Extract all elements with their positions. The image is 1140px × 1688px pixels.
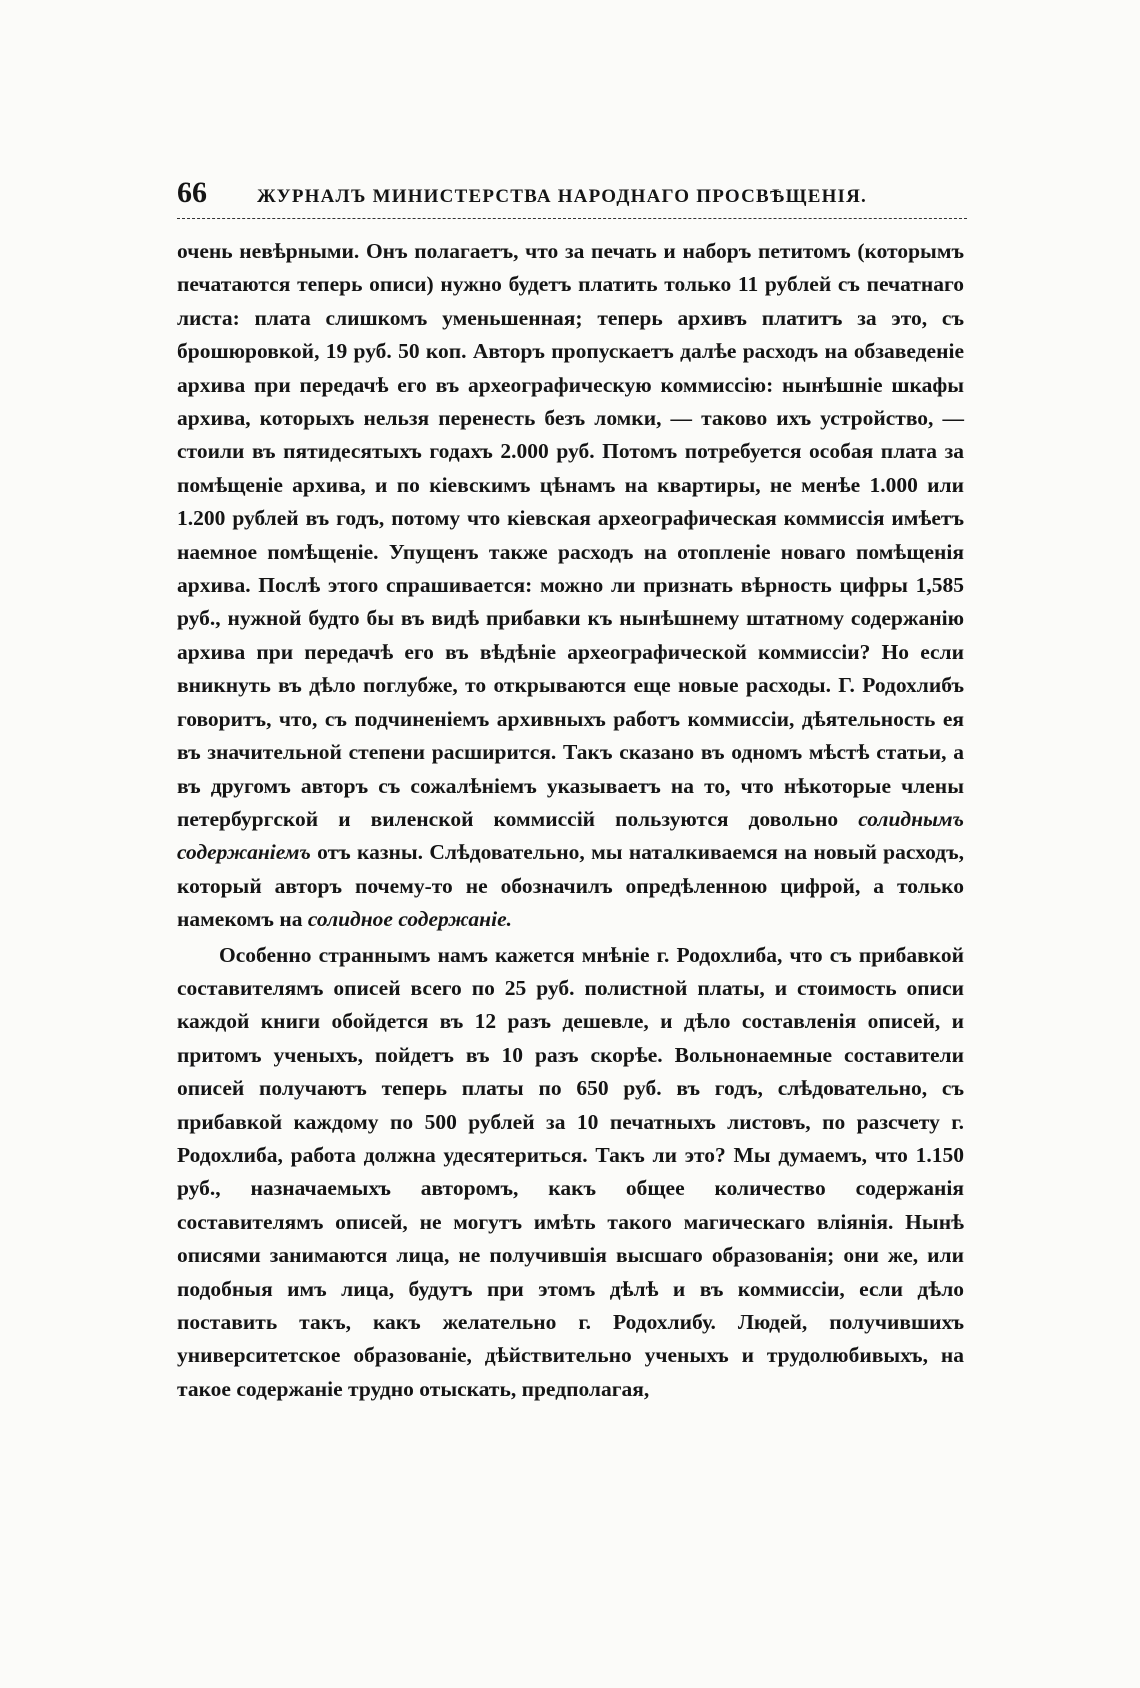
header-rule [177, 218, 967, 219]
paragraph-1-italic-phrase: солиднымъ содержаніемъ [177, 806, 964, 865]
paragraph-1 [177, 235, 964, 937]
body-text [177, 235, 964, 1406]
paragraph-2-text: Особенно страннымъ намъ кажется мнѣніе г. Родохлиба, что съ прибавкой составителямъ описей всего по 25 руб. полистной платы, и стоимость описи каждой книги обойдется въ 12 разъ дешевле, и дѣло составленія описей, и притомъ ученыхъ, пойдетъ въ 10 разъ скорѣе. Вольнонаемные составители описей получаютъ теперь платы по 650 руб. въ годъ, слѣдовательно, съ прибавкой каждому по 500 рублей за 10 печатныхъ листовъ, по разсчету г. Родохлиба, работа должна удесятериться. Такъ ли это? Мы думаемъ, что 1.150 руб., назначаемыхъ авторомъ, какъ общее количество содержанія составителямъ описей, не могутъ имѣть такого магическаго вліянія. Нынѣ описями занимаются лица, не получившія высшаго образованія; они же, или подобныя имъ лица, будутъ при этомъ дѣлѣ и въ коммиссіи, если дѣло поставить такъ, какъ желательно г. Родохлибу. Людей, получившихъ университетское образованіе, дѣйствительно ученыхъ и трудолюбивыхъ, на такое содержаніе трудно отыскать, предполагая, [177, 942, 964, 1401]
paragraph-2 [177, 939, 964, 1407]
page-header [177, 176, 962, 210]
paragraph-1-text-cont: отъ казны. Слѣдовательно, мы наталкиваемся на новый расходъ, который авторъ почему-то не обозначилъ опредѣленною цифрой, а только намекомъ на [177, 840, 964, 932]
page-number: 66 [177, 176, 207, 209]
running-title: ЖУРНАЛЪ МИНИСТЕРСТВА НАРОДНАГО ПРОСВѢЩЕНІЯ. [256, 186, 868, 207]
paragraph-1-text: очень невѣрными. Онъ полагаетъ, что за печать и наборъ петитомъ (которымъ печатаются теперь описи) нужно будетъ платить только 11 рублей съ печатнаго листа: плата слишкомъ уменьшенная; теперь архивъ платитъ за это, съ брошюровкой, 19 руб. 50 коп. Авторъ пропускаетъ далѣе расходъ на обзаведеніе архива при передачѣ его въ археографическую коммиссію: нынѣшніе шкафы архива, которыхъ нельзя перенесть безъ ломки, — таково ихъ устройство, — стоили въ пятидесятыхъ годахъ 2.000 руб. Потомъ потребуется особая плата за помѣщеніе архива, и по кіевскимъ цѣнамъ на квартиры, не менѣе 1.000 или 1.200 рублей въ годъ, потому что кіевская археографическая коммиссія имѣетъ наемное помѣщеніе. Упущенъ также расходъ на отопленіе новаго помѣщенія архива. Послѣ этого спрашивается: можно ли признать вѣрность цифры 1,585 руб., нужной будто бы въ видѣ прибавки къ нынѣшнему штатному содержанію архива при передачѣ его въ вѣдѣніе археографической коммиссіи? Но если вникнуть въ дѣло поглубже, то открываются еще новые расходы. Г. Родохлибъ говоритъ, что, съ подчиненіемъ архивныхъ работъ коммиссіи, дѣятельность ея въ значительной степени расширится. Такъ сказано въ одномъ мѣстѣ статьи, а въ другомъ авторъ съ сожалѣніемъ указываетъ на то, что нѣкоторые члены петербургской и виленской коммиссій пользуются довольно [177, 239, 964, 831]
paragraph-1-italic-ending: солидное содержаніе. [307, 907, 512, 932]
